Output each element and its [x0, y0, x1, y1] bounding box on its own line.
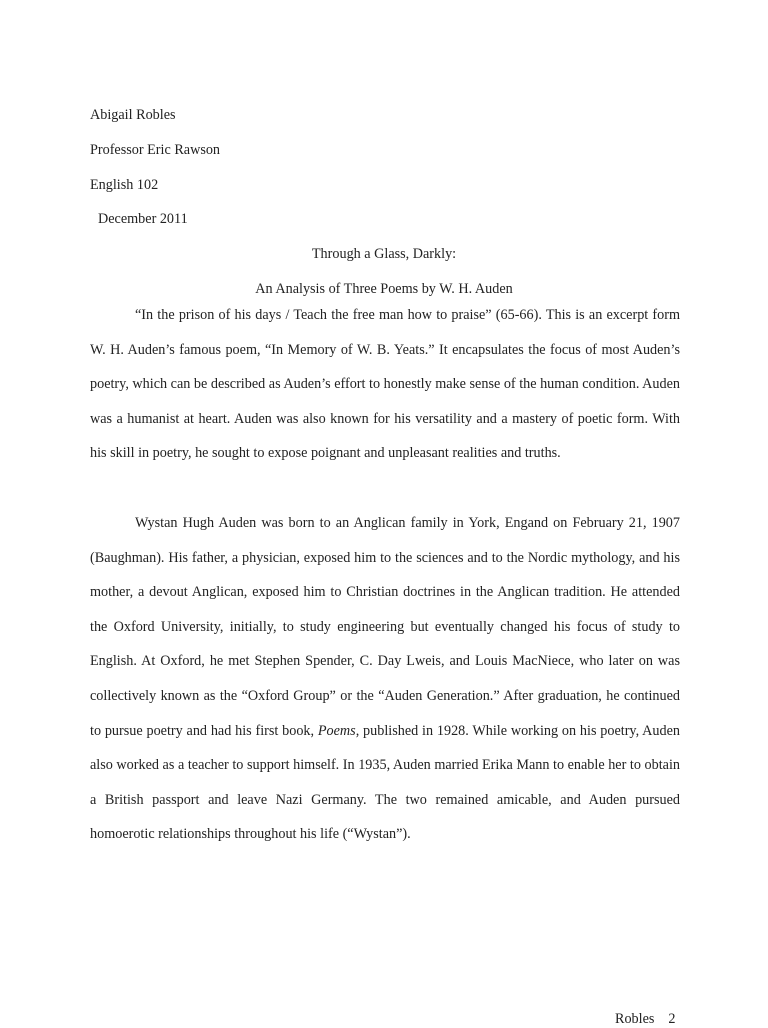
paragraph-2-text-end: , published in 1928. While working on his poetry, Auden also worked as a teacher to support himself. In 1935, Auden married Erika Mann to enable her to obtain a British passport and leave Nazi Germany. The two remained amicable, and Auden pursued homoerotic relationships throughout his life (“Wystan”).	[90, 722, 680, 843]
book-title: Poems	[317, 722, 356, 739]
body-paragraph-2	[90, 506, 680, 852]
body-paragraph-1: “In the prison of his days / Teach the free man how to praise” (65-66). This is an excerpt form W. H. Auden’s famous poem, “In Memory of W. B. Yeats.” It encapsulates the focus of most Auden’s poetry, which can be described as Auden’s effort to honestly make sense of the human condition. Auden was a humanist at heart. Auden was also known for his versatility and a mastery of poetic form. With his skill in poetry, he sought to expose poignant and unpleasant realities and truths.	[90, 307, 680, 462]
title-line-2: An Analysis of Three Poems by W. H. Auden	[255, 281, 513, 297]
title-line-1: Through a Glass, Darkly:	[311, 246, 457, 262]
page-number: 2	[668, 1011, 676, 1027]
page-footer	[615, 1010, 676, 1028]
running-head: Robles	[615, 1011, 655, 1027]
author-name: Abigail Robles	[90, 107, 176, 123]
professor-name: Professor Eric Rawson	[90, 142, 221, 158]
course-name: English 102	[90, 177, 159, 193]
paper-date: December 2011	[98, 211, 188, 227]
paragraph-2-text-start: Wystan Hugh Auden was born to an Anglican family in York, Engand on February 21, 1907 (Baughman). His father, a physician, exposed him to the sciences and to the Nordic mythology, and his mother, a devout Anglican, exposed him to Christian doctrines in the Anglican tradition. He attended the Oxford University, initially, to study engineering but eventually changed his focus of study to English. At Oxford, he met Stephen Spender, C. Day Lweis, and Louis MacNiece, who later on was collectively known as the “Oxford Group” or the “Auden Generation.” After graduation, he continued to pursue poetry and had his first book,	[90, 515, 680, 739]
